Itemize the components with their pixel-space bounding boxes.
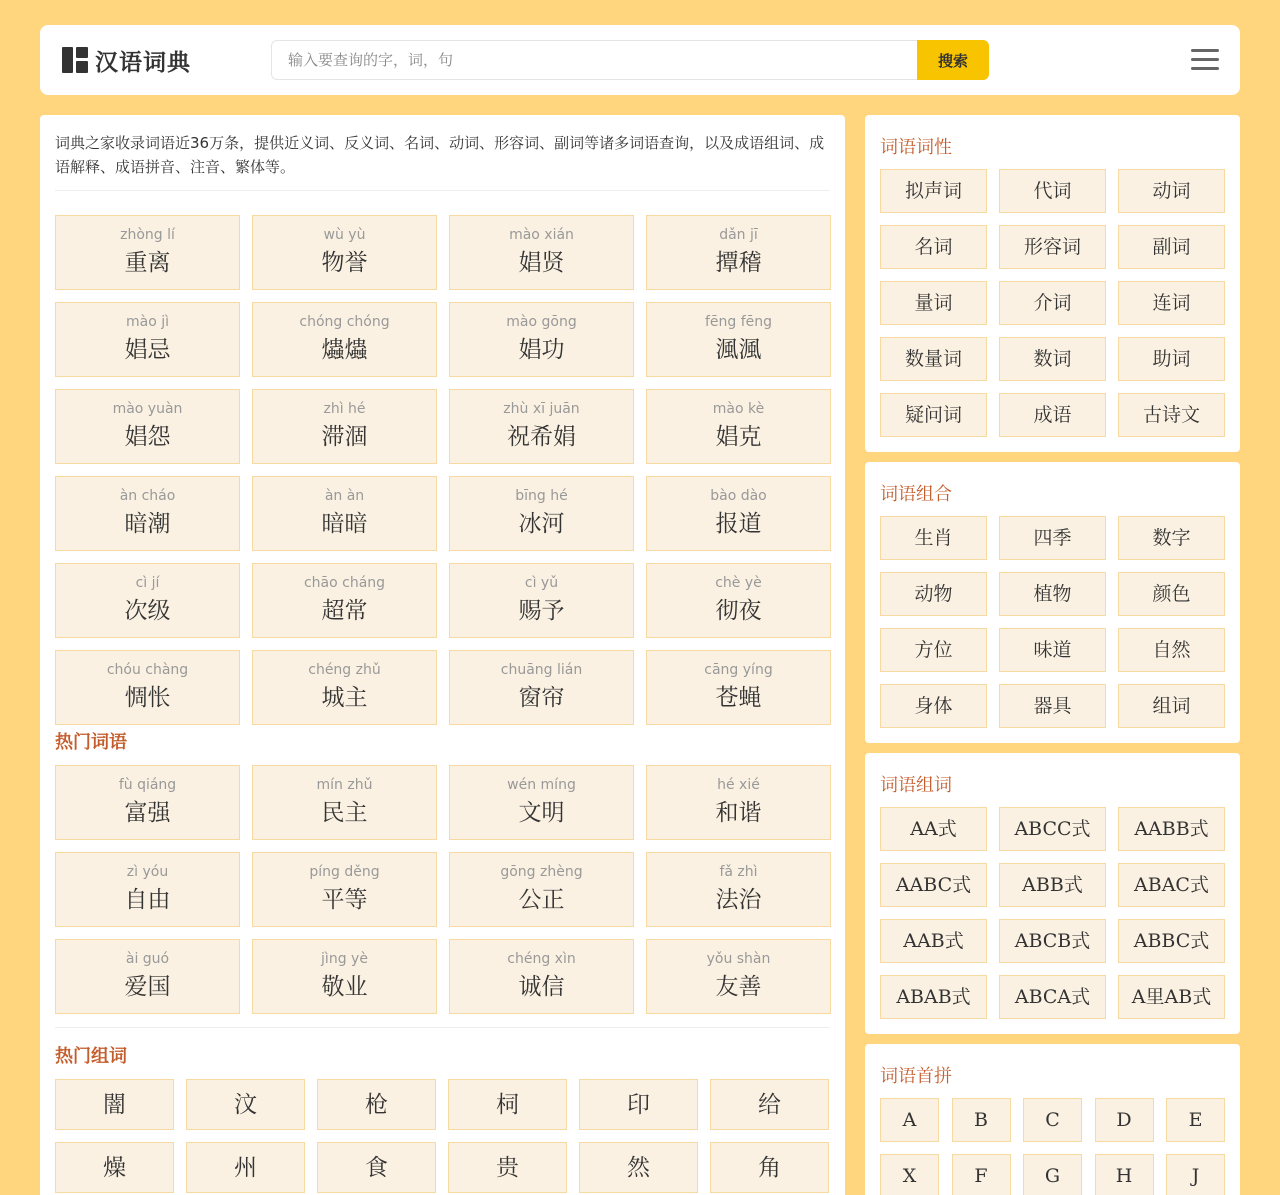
main-content <box>40 115 845 1195</box>
zuci-pattern-tag[interactable]: ABAC式 <box>1118 863 1225 907</box>
word-text: 惆怅 <box>124 685 171 711</box>
zuci-pattern-tag[interactable]: ABAB式 <box>880 975 987 1019</box>
word-pinyin: bīng hé <box>515 488 568 504</box>
word-text: 暗潮 <box>124 511 171 537</box>
initial-letter-tag[interactable]: H <box>1095 1154 1154 1195</box>
word-pinyin: chéng zhǔ <box>308 662 381 678</box>
word-pinyin: chuāng lián <box>500 662 583 678</box>
word-text: 物誉 <box>321 250 368 276</box>
sidebar-zuhe <box>865 462 1240 743</box>
word-card[interactable] <box>252 650 437 725</box>
cixing-tag[interactable]: 形容词 <box>999 225 1106 269</box>
word-card[interactable] <box>449 852 634 927</box>
word-card[interactable] <box>55 389 240 464</box>
word-card[interactable] <box>252 215 437 290</box>
word-card[interactable] <box>252 939 437 1014</box>
sidebar-shoupin <box>865 1044 1240 1195</box>
word-card[interactable] <box>55 302 240 377</box>
word-pinyin: zì yóu <box>126 864 169 880</box>
word-text: 敬业 <box>321 974 368 1000</box>
zuci-char-card[interactable]: 印 <box>579 1079 698 1130</box>
word-pinyin: fǎ zhì <box>719 864 758 880</box>
word-pinyin: hé xié <box>717 777 760 793</box>
word-text: 文明 <box>518 800 565 826</box>
word-text: 民主 <box>321 800 368 826</box>
zuhe-tag[interactable]: 生肖 <box>880 516 987 560</box>
word-pinyin: gōng zhèng <box>500 864 583 880</box>
zuci-pattern-tag[interactable]: ABBC式 <box>1118 919 1225 963</box>
word-text: 公正 <box>518 887 565 913</box>
zuci-pattern-tag[interactable]: A里AB式 <box>1118 975 1225 1019</box>
word-pinyin: cì yǔ <box>524 575 559 591</box>
word-pinyin: fù qiáng <box>118 777 177 793</box>
word-pinyin: àn àn <box>324 488 365 504</box>
cixing-tag[interactable]: 疑问词 <box>880 393 987 437</box>
zuhe-tag[interactable]: 方位 <box>880 628 987 672</box>
logo[interactable] <box>62 44 191 76</box>
cixing-tag[interactable]: 副词 <box>1118 225 1225 269</box>
zuhe-tag[interactable]: 自然 <box>1118 628 1225 672</box>
cixing-tag[interactable]: 代词 <box>999 169 1106 213</box>
word-card[interactable] <box>646 563 831 638</box>
initial-letter-tag[interactable]: X <box>880 1154 939 1195</box>
zuci-pattern-tag[interactable]: AAB式 <box>880 919 987 963</box>
cixing-tag[interactable]: 动词 <box>1118 169 1225 213</box>
cixing-tag[interactable]: 名词 <box>880 225 987 269</box>
word-text: 友善 <box>715 974 762 1000</box>
word-text: 爞爞 <box>321 337 368 363</box>
word-card[interactable] <box>252 765 437 840</box>
word-pinyin: mín zhǔ <box>316 777 373 793</box>
zuci-char-card[interactable]: 然 <box>579 1142 698 1193</box>
word-text: 窗帘 <box>518 685 565 711</box>
zuci-char-card[interactable]: 给 <box>710 1079 829 1130</box>
word-pinyin: zhì hé <box>323 401 366 417</box>
word-card[interactable] <box>449 302 634 377</box>
cixing-tag[interactable]: 成语 <box>999 393 1106 437</box>
word-pinyin: fēng fēng <box>704 314 773 330</box>
word-text: 次级 <box>124 598 171 624</box>
word-pinyin: píng děng <box>309 864 380 880</box>
word-text: 城主 <box>321 685 368 711</box>
initial-letter-tag[interactable]: D <box>1095 1098 1154 1142</box>
word-pinyin: mào xián <box>509 227 574 243</box>
word-card[interactable] <box>449 476 634 551</box>
sidebar-zuci <box>865 753 1240 1034</box>
word-card[interactable] <box>449 765 634 840</box>
intro-text: 词典之家收录词语近36万条，提供近义词、反义词、名词、动词、形容词、副词等诸多词语查询，以及成语组词、成语解释、成语拼音、注音、繁体等。 <box>55 134 825 176</box>
word-card[interactable] <box>252 476 437 551</box>
word-text: 暗暗 <box>321 511 368 537</box>
zuci-pattern-tag[interactable]: AABC式 <box>880 863 987 907</box>
zuci-title: 词语组词 <box>880 775 952 796</box>
word-pinyin: wù yù <box>323 227 366 243</box>
header <box>40 25 1240 95</box>
word-text: 平等 <box>321 887 368 913</box>
word-pinyin: yǒu shàn <box>706 951 771 967</box>
word-pinyin: zhòng lí <box>120 227 175 243</box>
zuhe-tag[interactable]: 数字 <box>1118 516 1225 560</box>
zuci-char-card[interactable]: 角 <box>710 1142 829 1193</box>
cixing-title: 词语词性 <box>880 137 952 158</box>
word-card[interactable] <box>646 939 831 1014</box>
cixing-tag[interactable]: 介词 <box>999 281 1106 325</box>
cixing-tag[interactable]: 助词 <box>1118 337 1225 381</box>
zuci-pattern-tag[interactable]: AA式 <box>880 807 987 851</box>
word-pinyin: jìng yè <box>321 951 368 967</box>
word-card[interactable] <box>646 215 831 290</box>
initial-letter-tag[interactable]: A <box>880 1098 939 1142</box>
initial-letter-tag[interactable]: E <box>1166 1098 1225 1142</box>
divider <box>55 1027 830 1028</box>
word-card[interactable] <box>646 389 831 464</box>
word-card[interactable] <box>55 563 240 638</box>
word-text: 诚信 <box>518 974 565 1000</box>
logo-text: 汉语词典 <box>95 49 191 76</box>
zuhe-tag[interactable]: 身体 <box>880 684 987 728</box>
divider <box>55 190 830 191</box>
word-pinyin: chè yè <box>715 575 762 591</box>
cixing-tag[interactable]: 数量词 <box>880 337 987 381</box>
hamburger-menu-icon[interactable] <box>1191 49 1219 71</box>
word-pinyin: mào kè <box>712 401 765 417</box>
zuci-char-card[interactable]: 汶 <box>186 1079 305 1130</box>
word-text: 祝希娟 <box>507 424 576 450</box>
zuci-char-card[interactable]: 燥 <box>55 1142 174 1193</box>
word-text: 爱国 <box>124 974 171 1000</box>
zuci-pattern-tag[interactable]: ABCB式 <box>999 919 1106 963</box>
hot-words-title: 热门词语 <box>55 732 127 753</box>
word-text: 冰河 <box>518 511 565 537</box>
search-box <box>271 40 989 80</box>
word-text: 渢渢 <box>715 337 762 363</box>
zuhe-tag[interactable]: 组词 <box>1118 684 1225 728</box>
word-text: 娼克 <box>715 424 762 450</box>
word-pinyin: chéng xìn <box>507 951 576 967</box>
word-card[interactable] <box>252 563 437 638</box>
word-card[interactable] <box>252 302 437 377</box>
word-pinyin: mào yuàn <box>112 401 183 417</box>
word-card[interactable] <box>646 765 831 840</box>
word-pinyin: chóng chóng <box>299 314 390 330</box>
word-text: 苍蝇 <box>715 685 762 711</box>
word-card[interactable] <box>646 476 831 551</box>
word-pinyin: chāo cháng <box>303 575 386 591</box>
word-text: 和谐 <box>715 800 762 826</box>
word-text: 重离 <box>124 250 171 276</box>
word-text: 滞涸 <box>321 424 368 450</box>
word-text: 娼忌 <box>124 337 171 363</box>
word-card[interactable] <box>449 563 634 638</box>
zuhe-tag[interactable]: 味道 <box>999 628 1106 672</box>
logo-icon <box>62 47 88 73</box>
word-card[interactable] <box>449 939 634 1014</box>
initial-letter-tag[interactable]: J <box>1166 1154 1225 1195</box>
zuci-pattern-tag[interactable]: ABCC式 <box>999 807 1106 851</box>
cixing-tag[interactable]: 古诗文 <box>1118 393 1225 437</box>
word-text: 自由 <box>124 887 171 913</box>
word-card[interactable] <box>55 852 240 927</box>
zuci-pattern-tag[interactable]: AABB式 <box>1118 807 1225 851</box>
word-text: 娼怨 <box>124 424 171 450</box>
word-pinyin: bào dào <box>710 488 767 504</box>
word-pinyin: wén míng <box>507 777 576 793</box>
word-card[interactable] <box>55 215 240 290</box>
word-text: 超常 <box>321 598 368 624</box>
zuci-char-card[interactable]: 食 <box>317 1142 436 1193</box>
zuci-pattern-tag[interactable]: ABB式 <box>999 863 1106 907</box>
zuci-char-card[interactable]: 闇 <box>55 1079 174 1130</box>
word-pinyin: mào gōng <box>506 314 577 330</box>
zuhe-tag[interactable]: 动物 <box>880 572 987 616</box>
word-pinyin: àn cháo <box>119 488 176 504</box>
zuhe-title: 词语组合 <box>880 484 952 505</box>
word-text: 娼功 <box>518 337 565 363</box>
word-card[interactable] <box>449 215 634 290</box>
word-card[interactable] <box>55 476 240 551</box>
word-pinyin: zhù xī juān <box>503 401 580 417</box>
cixing-tag[interactable]: 拟声词 <box>880 169 987 213</box>
word-card[interactable] <box>55 650 240 725</box>
zuci-char-card[interactable]: 州 <box>186 1142 305 1193</box>
zuci-char-card[interactable]: 柌 <box>448 1079 567 1130</box>
initial-letter-tag[interactable]: F <box>952 1154 1011 1195</box>
hot-zuci-title: 热门组词 <box>55 1046 127 1067</box>
word-card[interactable] <box>55 765 240 840</box>
zuci-char-card[interactable]: 贵 <box>448 1142 567 1193</box>
word-pinyin: cì jí <box>135 575 160 591</box>
word-card[interactable] <box>449 650 634 725</box>
word-pinyin: dǎn jī <box>719 227 758 243</box>
word-card[interactable] <box>55 939 240 1014</box>
zuhe-tag[interactable]: 器具 <box>999 684 1106 728</box>
zuhe-tag[interactable]: 颜色 <box>1118 572 1225 616</box>
zuci-char-card[interactable]: 枪 <box>317 1079 436 1130</box>
sidebar-cixing <box>865 115 1240 452</box>
word-card[interactable] <box>252 389 437 464</box>
word-text: 富强 <box>124 800 171 826</box>
cixing-tag[interactable]: 量词 <box>880 281 987 325</box>
word-text: 报道 <box>715 511 762 537</box>
initial-letter-tag[interactable]: C <box>1023 1098 1082 1142</box>
word-text: 彻夜 <box>715 598 762 624</box>
search-button[interactable]: 搜索 <box>917 40 989 80</box>
word-pinyin: ài guó <box>125 951 170 967</box>
word-pinyin: mào jì <box>125 314 169 330</box>
word-pinyin: cāng yíng <box>704 662 773 678</box>
word-card[interactable] <box>646 852 831 927</box>
zuci-pattern-tag[interactable]: ABCA式 <box>999 975 1106 1019</box>
shoupin-title: 词语首拼 <box>880 1066 952 1087</box>
word-text: 撢稽 <box>715 250 762 276</box>
word-pinyin: chóu chàng <box>106 662 189 678</box>
zuhe-tag[interactable]: 植物 <box>999 572 1106 616</box>
word-card[interactable] <box>646 650 831 725</box>
zuhe-tag[interactable]: 四季 <box>999 516 1106 560</box>
word-text: 娼贤 <box>518 250 565 276</box>
word-card[interactable] <box>449 389 634 464</box>
word-card[interactable] <box>252 852 437 927</box>
word-text: 赐予 <box>518 598 565 624</box>
initial-letter-tag[interactable]: B <box>952 1098 1011 1142</box>
cixing-tag[interactable]: 数词 <box>999 337 1106 381</box>
initial-letter-tag[interactable]: G <box>1023 1154 1082 1195</box>
cixing-tag[interactable]: 连词 <box>1118 281 1225 325</box>
search-input[interactable] <box>271 40 917 80</box>
word-card[interactable] <box>646 302 831 377</box>
word-text: 法治 <box>715 887 762 913</box>
